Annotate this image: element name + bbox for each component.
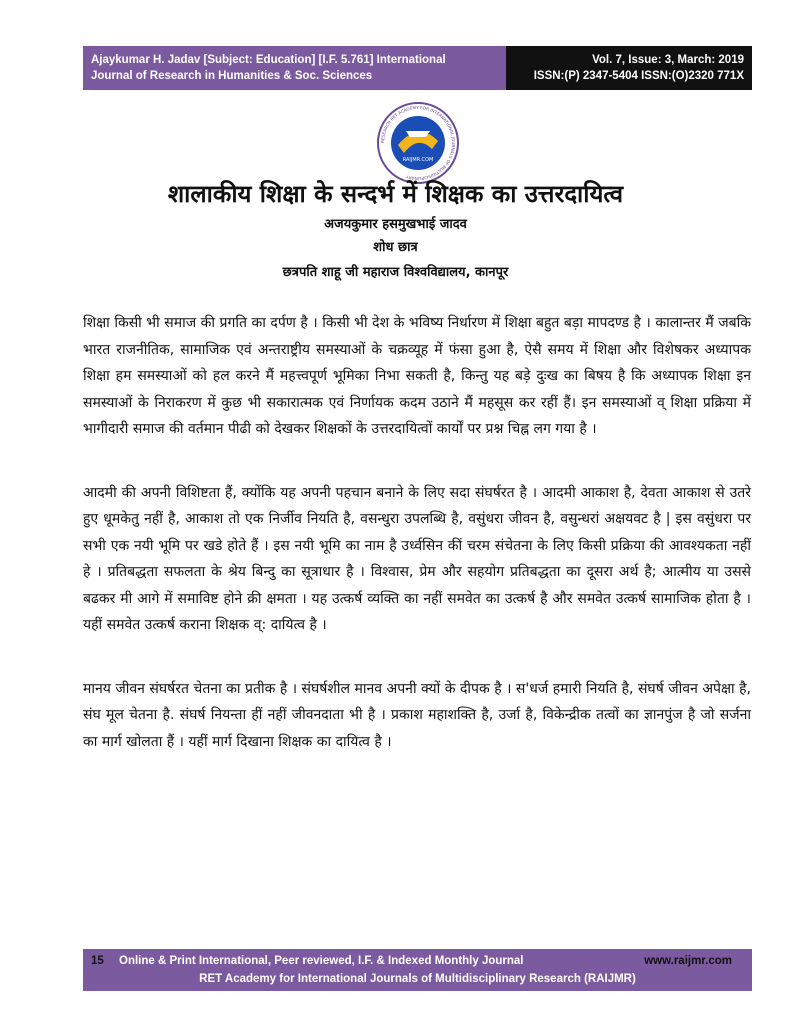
journal-header xyxy=(83,46,752,90)
body-paragraph-3: मानय जीवन संघर्षरत चेतना का प्रतीक है । संघर्षशील मानव अपनी क्यों के दीपक है । स'धर्ज हमारी नियति है, संघर्ष जीवन अपेक्षा है, संघ मूल चेतना है. संघर्ष नियन्ता हीं नहीं जीवनदाता भी है । प्रकाश महाशक्ति है, उर्जा है, विकेन्द्रीक तत्वों का ज्ञानपुंज है जो सर्जना का मार्ग खोलता हैं । यहीं मार्ग दिखाना शिक्षक का दायित्व है । xyxy=(83,680,751,750)
header-journal-info xyxy=(83,46,506,90)
body-paragraph-2: आदमी की अपनी विशिष्टता हैं, क्योंकि यह अपनी पहचान बनाने के लिए सदा संघर्षरत है । आदमी आकाश है, देवता आकाश से उतरे हुए धूमकेतु नहीं है, आकाश तो एक निर्जीव नियति है, वसन्धुरा उपलब्धि है, वसुंधरा जीवन है, वसुन्धरां अक्षयवट है | इस वसुंधरा पर सभी एक नयी भूमि पर खडे होते हैं । इस नयी भूमि का नाम है उर्ध्वसिन कीं चरम संचेतना के लिए किसी प्रक्रिया की आवश्यकता नहीं हे । प्रतिबद्धता सफलता के श्रेय बिन्दु का सूत्राधार है । विश्वास, प्रेम और सहयोग प्रतिबद्धता का दूसरा अर्थ है; आत्मीय या उससे बढकर मी आगे में समाविष्ट होने क्री क्षमता । यह उत्कर्ष व्यक्ति का नहीं समवेत का उत्कर्ष है और समवेत उत्कर्ष सामाजिक होता है । यहीं समवेत उत्कर्ष कराना शिक्षक व्: दायित्व है । xyxy=(83,484,751,633)
article-title: शालाकीय शिक्षा के सन्दर्भ में शिक्षक का उत्तरदायित्व xyxy=(167,180,624,208)
header-volume-line: Vol. 7, Issue: 3, March: 2019 xyxy=(592,54,744,66)
header-journal-line: Journal of Research in Humanities & Soc. Sciences xyxy=(91,70,373,82)
journal-logo xyxy=(376,101,460,185)
header-issue-info xyxy=(506,46,752,90)
footer-journal-type: Online & Print International, Peer reviewed, I.F. & Indexed Monthly Journal xyxy=(119,955,524,967)
logo-ring-text: RESEARCH RET ACADEMY FOR INTERNATIONAL JOURNALS OF MULTIDISCIPLINARY xyxy=(379,104,457,182)
header-issn-line: ISSN:(P) 2347-5404 ISSN:(O)2320 771X xyxy=(533,70,744,82)
header-author-line: Ajaykumar H. Jadav [Subject: Education] [I.F. 5.761] International xyxy=(91,54,446,66)
author-university: छत्रपति शाहू जी महाराज विश्वविद्यालय, कानपूर xyxy=(282,265,509,280)
footer-publisher: RET Academy for International Journals of Multidisciplinary Research (RAIJMR) xyxy=(199,973,636,985)
article-author: अजयकुमार हसमुखभाई जादव xyxy=(324,217,467,232)
footer-website-link[interactable]: www.raijmr.com xyxy=(644,955,732,967)
logo-center-text: RAIJMR.COM xyxy=(402,157,434,163)
author-role: शोध छात्र xyxy=(373,240,418,255)
page-number: 15 xyxy=(91,955,104,967)
article-body xyxy=(83,310,751,792)
journal-footer xyxy=(83,949,752,991)
body-paragraph-1: शिक्षा किसी भी समाज की प्रगति का दर्पण है । किसी भी देश के भविष्य निर्धारण में शिक्षा बहुत बड़ा मापदण्ड है । कालान्तर मैं जबकि भारत राजनीतिक, सामाजिक एवं अन्तराष्ट्रीय समस्याओं के चक्रव्यूह में फंसा हुआ है, ऐसै समय में शिक्षा और विशेषकर अध्यापक शिक्षा हम समस्याओं को हल करने मैं महत्त्वपूर्ण भूमिका निभा सकती है, किन्तु यह बड़े दुःख का बिषय है कि अध्यापक शिक्षा इन समस्याओं के निराकरण में कुछ भी सकारात्मक एवं निर्णायक कदम उठाने मैं महसूस कर रहीं हैं। इन समस्याओं व् शिक्षा प्रक्रिया में भागीदारी समाज की वर्तमान पीढी को देखकर शिक्षकों के उत्तरदायित्वों कार्यों पर प्रश्न चिह्न लग गया है । xyxy=(83,315,751,437)
raijmr-logo-icon xyxy=(376,101,460,185)
